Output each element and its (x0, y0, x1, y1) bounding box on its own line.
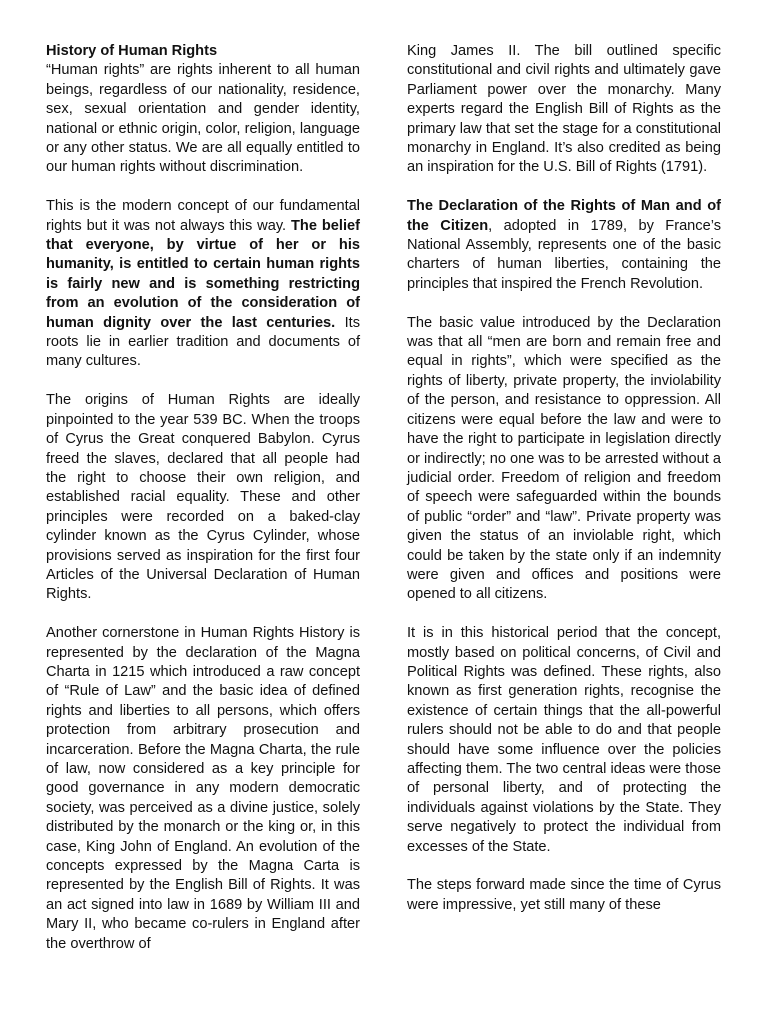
left-column (46, 42, 360, 973)
french-declaration-title: The Declaration of the Rights of Man and of the Citizen (407, 198, 721, 234)
paragraph-human-rights-definition: “Human rights” are rights inherent to all human beings, regardless of our nationality, residence, sex, sexual orientation and gender identity, national or ethnic origin, color, religion, language or any other status. We are all equally entitled to our human rights without discrimination. (46, 62, 360, 176)
paragraph-modern-concept-bold: The belief that everyone, by virtue of her or his humanity, is entitled to certain human rights is fairly new and is something restricting from an evolution of the consideration of human dignity over the last centuries. (46, 217, 360, 331)
paragraph-modern-concept-end: Its roots lie in earlier tradition and documents of many cultures. (46, 314, 360, 370)
paragraph-cyrus-origins: The origins of Human Rights are ideally pinpointed to the year 539 BC. When the troops of Cyrus the Great conquered Babylon. Cyrus freed the slaves, declared that all people had the right to choose their own religion, and established racial equality. These and other principles were recorded on a baked-clay cylinder known as the Cyrus Cylinder, whose provisions served as inspiration for the first four Articles of the Universal Declaration of Human Rights. (46, 392, 360, 603)
paragraph-english-bill-of-rights: King James II. The bill outlined specific constitutional and civil rights and ultimately gave Parliament power over the monarchy. Many experts regard the English Bill of Rights as the primary law that set the stage for a constitutional monarchy in England. It’s also credited as being an inspiration for the U.S. Bill of Rights (1791). (407, 43, 721, 176)
french-declaration-text: , adopted in 1789, by France’s National Assembly, represents one of the basic charters of human liberties, containing the principles that inspired the French Revolution. (407, 217, 721, 292)
paragraph-civil-political-rights: It is in this historical period that the concept, mostly based on political concerns, of Civil and Political Rights was defined. These rights, also known as first generation rights, recognise the existence of certain things that the all-powerful rulers should not be able to do and that people should have some influence over the policies affecting them. The two central ideas were those of personal liberty, and of protecting the individuals against violations by the State. They serve negatively to protect the individual from excesses of the State. (407, 625, 721, 855)
document-title: History of Human Rights (46, 43, 218, 59)
section-heading-block (46, 42, 360, 178)
paragraph-french-declaration (407, 197, 721, 294)
paragraph-modern-concept-intro: This is the modern concept of our fundamental rights but it was not always this way. (46, 198, 360, 234)
paragraph-steps-forward: The steps forward made since the time of Cyrus were impressive, yet still many of these (407, 877, 721, 913)
paragraph-modern-concept (46, 197, 360, 372)
right-column (407, 42, 721, 935)
paragraph-magna-charta: Another cornerstone in Human Rights History is represented by the declaration of the Magna Charta in 1215 which introduced a raw concept of “Rule of Law” and the basic idea of defined rights and liberties to all persons, which offers protection from arbitrary prosecution and incarceration. Before the Magna Charta, the rule of law, now considered as a key principle for good governance in any modern democratic society, was perceived as a divine justice, solely distributed by the monarch or the king or, in this case, King John of England. An evolution of the concepts expressed by the Magna Carta is represented by the English Bill of Rights. It was an act signed into law in 1689 by William III and Mary II, who became co-rulers in England after the overthrow of (46, 625, 360, 952)
paragraph-declaration-values: The basic value introduced by the Declaration was that all “men are born and remain free and equal in rights”, which were specified as the rights of liberty, private property, the inviolability of the person, and resistance to oppression. All citizens were equal before the law and were to have the right to participate in legislation directly or indirectly; no one was to be arrested without a judicial order. Freedom of religion and freedom of speech were safeguarded within the bounds of public “order” and “law”. Private property was given the status of an inviolable right, which could be taken by the state only if an indemnity were given and offices and positions were opened to all citizens. (407, 314, 721, 603)
